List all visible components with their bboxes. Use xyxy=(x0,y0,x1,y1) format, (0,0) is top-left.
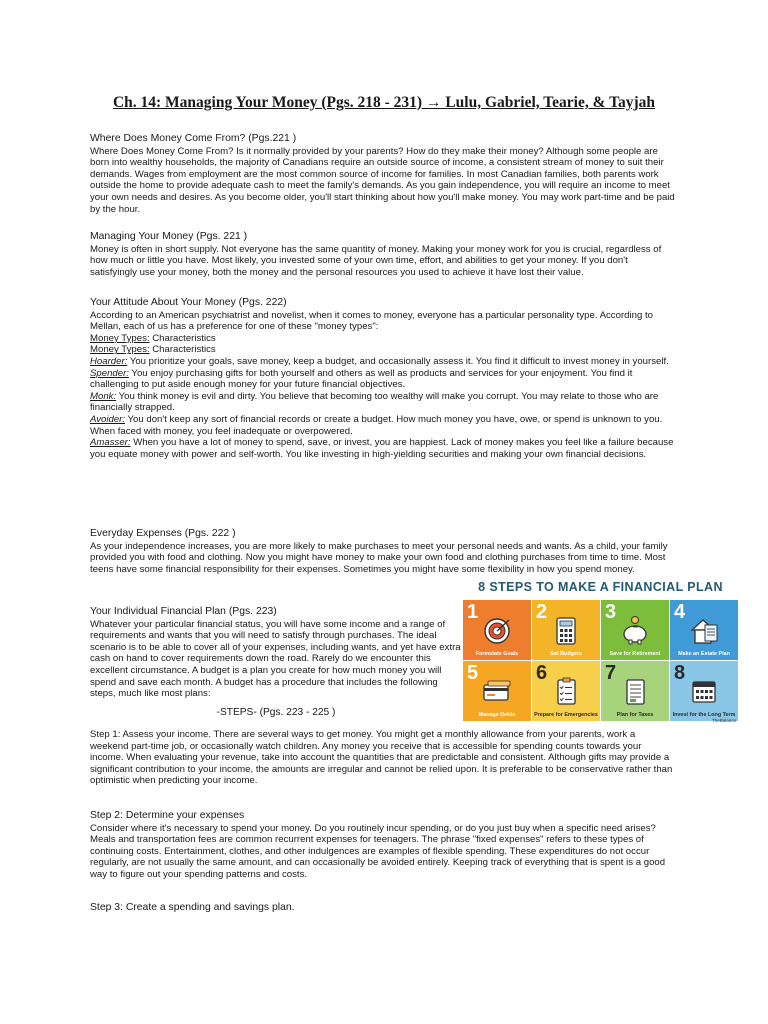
section-body: Where Does Money Come From? Is it normally provided by your parents? How do they make their money? Although some people are born into wealthy households, the majority of Canadians require an outside source of income, a consistent stream of money to suit their demands. Wages from employment are the most common source of income for families. In most Canadian families, both parents work outside the home to provide adequate cash to meet the family's demands. As you gain independence, you will require an income to meet your own needs and desires. As you become older, you'll start thinking about how you'll make money. You may work part-time and be paid by the hour. xyxy=(90,145,675,215)
financial-plan-infographic xyxy=(463,580,738,724)
calendar-icon xyxy=(688,677,720,707)
section-managing xyxy=(90,231,676,278)
house-document-icon xyxy=(688,616,720,646)
tile-number: 1 xyxy=(467,601,479,623)
tile-number: 5 xyxy=(467,662,479,684)
tile-number: 6 xyxy=(536,662,548,684)
page-title: Ch. 14: Managing Your Money (Pgs. 218 - 231) → Lulu, Gabriel, Tearie, & Tayjah xyxy=(112,94,656,111)
tile-number: 8 xyxy=(674,662,686,684)
section-heading: Step 3: Create a spending and savings plan. xyxy=(90,902,295,913)
type-label: Hoarder: xyxy=(90,355,128,367)
tile-number: 2 xyxy=(536,601,548,623)
step-tile-plan-for-taxes xyxy=(601,661,669,721)
money-type-hoarder xyxy=(90,356,676,368)
section-attitude xyxy=(90,297,676,460)
money-types-value: Characteristics xyxy=(149,344,216,356)
money-types-line xyxy=(90,333,676,345)
money-types-label: Money Types: xyxy=(90,344,150,356)
type-description: You think money is evil and dirty. You believe that becoming too wealthy will make you corrupt. You may relate to those who are financially strapped. xyxy=(90,390,659,414)
money-types-label: Money Types: xyxy=(90,332,150,344)
money-types-line xyxy=(90,344,676,356)
checklist-icon xyxy=(550,677,582,707)
infographic-title: 8 STEPS TO MAKE A FINANCIAL PLAN xyxy=(478,580,723,594)
tile-number: 7 xyxy=(605,662,617,684)
section-heading: Your Individual Financial Plan (Pgs. 223) xyxy=(90,606,277,617)
tile-label: Plan for Taxes xyxy=(616,711,654,718)
credit-card-icon xyxy=(481,677,513,707)
type-label: Spender: xyxy=(90,367,129,379)
tile-label: Formulate Goals xyxy=(475,650,519,657)
tile-label: Save for Retirement xyxy=(609,650,661,657)
target-icon xyxy=(481,616,513,646)
section-heading: Managing Your Money (Pgs. 221 ) xyxy=(90,231,248,242)
type-label: Amasser: xyxy=(90,437,131,449)
section-step-3 xyxy=(90,902,676,915)
money-type-amasser xyxy=(90,437,676,460)
steps-heading: -STEPS- (Pgs. 223 - 225 ) xyxy=(216,706,336,718)
step-tile-make-an-estate-plan xyxy=(670,600,738,660)
money-types-value: Characteristics xyxy=(149,332,216,344)
tile-number: 3 xyxy=(605,601,617,623)
section-financial-plan xyxy=(90,606,462,720)
piggy-bank-icon xyxy=(619,616,651,646)
money-type-avoider xyxy=(90,414,676,437)
step-tile-set-budgets xyxy=(532,600,600,660)
tile-label: Set Budgets xyxy=(550,650,582,657)
section-heading: Step 2: Determine your expenses xyxy=(90,810,245,821)
step-tile-formulate-goals xyxy=(463,600,531,660)
tile-label: Make an Estate Plan xyxy=(678,650,730,657)
tile-label: Invest for the Long Term xyxy=(672,711,736,718)
type-label: Monk: xyxy=(90,390,117,402)
type-description: When you have a lot of money to spend, save, or invest, you are happiest. Lack of money makes you feel like a failure because you equate money with power and self-worth. You like investing in high-yielding securities and making your own financial decisions. xyxy=(90,437,674,460)
section-intro: According to an American psychiatrist and novelist, when it comes to money, everyone has a particular personality type. According to Mellan, each of us has a preference for one of these "money types": xyxy=(90,309,653,333)
type-description: You don't keep any sort of financial records or create a budget. How much money you have, owe, or spend is unknown to you. When faced with money, you feel inadequate or overpowered. xyxy=(90,413,663,437)
section-body: Whatever your particular financial status, you will have some income and a range of requirements and wants that you will need to satisfy through purchases. The ideal scenario is to be able to cover all of your expenses, including wants, and yet have extra cash on hand to cover requirements down the road. Rarely do we encounter this excellent circumstance. A budget is a plan you create for how much money you will spend and save each month. A budget has a procedure that includes the following steps, much like most plans: xyxy=(90,618,461,700)
step-tile-manage-debts xyxy=(463,661,531,721)
tile-label: Manage Debts xyxy=(478,711,516,718)
type-description: You enjoy purchasing gifts for both yourself and others as well as products and services for your enjoyment. You find it challenging to put aside enough money for your future financial objectives. xyxy=(90,367,633,391)
step-tile-save-for-retirement xyxy=(601,600,669,660)
calculator-icon xyxy=(550,616,582,646)
type-label: Avoider: xyxy=(90,413,126,425)
section-heading: Your Attitude About Your Money (Pgs. 222) xyxy=(90,297,287,308)
section-body: Consider where it's necessary to spend your money. Do you routinely incur spending, or do you just buy when a specific need arises? Meals and transportation fees are common recurrent expenses for teenagers. The phrase "fixed expenses" refers to these types of continuing costs. Entertainment, clothes, and other indulgences are examples of flexible spending. These expenditures do not occur regularly, are not usually the same amount, and can occasionally be avoided entirely. Keeping track of everything that is spent is a good way to figure out your spending patterns and costs. xyxy=(90,822,666,880)
infographic-brand-logo: TheBalance xyxy=(711,718,736,723)
step-tile-invest-for-the-long-term xyxy=(670,661,738,721)
money-type-spender xyxy=(90,368,676,391)
tile-number: 4 xyxy=(674,601,686,623)
tile-label: Prepare for Emergencies xyxy=(534,711,598,718)
step-text: Step 1: Assess your income. There are several ways to get money. You might get a monthly allowance from your parents, work a weekend part-time job, or occasionally watch children. Any money you receive that is accessible for spending counts towards your income. When evaluating your revenue, take into account the quantities that are predictable and consistent. Although gifts may provide a significant contribution to your income, the amounts are irregular and cannot be relied upon. It is preferable to be conservative rather than optimistic when predicting your income. xyxy=(90,729,673,787)
tax-form-icon xyxy=(619,677,651,707)
step-tile-prepare-for-emergencies xyxy=(532,661,600,721)
section-body: As your independence increases, you are more likely to make purchases to meet your personal needs and wants. As a child, your family provided you with food and clothing. Now you might have money to make your own food and clothing purchases from time to time. Most teens have some financial responsibility for their expenses. Sometimes you might have some flexibility in how you spend money. xyxy=(90,540,668,575)
section-step-2 xyxy=(90,810,676,881)
section-step-1 xyxy=(90,729,676,787)
money-type-monk xyxy=(90,391,676,414)
section-expenses xyxy=(90,528,676,575)
section-heading: Where Does Money Come From? (Pgs.221 ) xyxy=(90,133,297,144)
section-body: Money is often in short supply. Not everyone has the same quantity of money. Making your money work for you is crucial, regardless of how much or little you have. Most likely, you invested some of your own time, effort, and abilities to get your money. If you don't satisfyingly use your money, both the money and the personal resources you used to achieve it have lost their value. xyxy=(90,243,662,278)
section-heading: Everyday Expenses (Pgs. 222 ) xyxy=(90,528,236,539)
type-description: You prioritize your goals, save money, keep a budget, and occasionally assess it. You find it difficult to invest money in yourself. xyxy=(127,355,669,367)
section-money-source xyxy=(90,133,676,215)
